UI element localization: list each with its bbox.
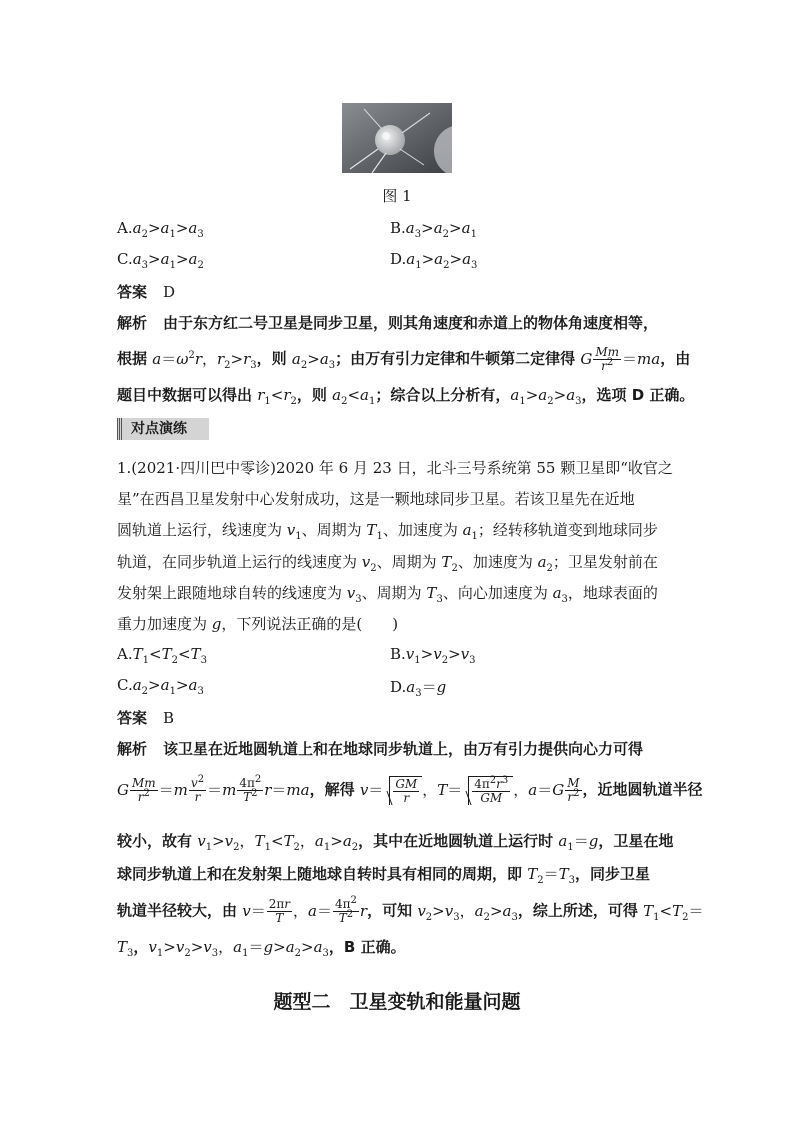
q1-analysis-line-2: G $\frac{Mm}{r^2}$ ＝m $\frac{v^2}{r}$ ＝m $\frac{4\pi^2}{T^2}$ r＝ma，解得 v＝ $\frac{GM}{r}$ ，T＝ $\frac{4\pi^2r^3}{GM}$ ，a＝G $\frac{M}{r^2}$ ，近地圆轨道半径 bbox=[117, 774, 703, 806]
question-line-1: 1.(2021·四川巴中零诊)2020 年 6 月 23 日，北斗三号系统第 55 颗卫星即“收官之 bbox=[117, 459, 673, 477]
q1-option-a: $A.T_1<T_2<T_3$ bbox=[117, 645, 207, 666]
q1-option-row-ab bbox=[117, 645, 476, 666]
satellite-icon bbox=[342, 103, 452, 173]
practice-badge: 对点演练 bbox=[117, 418, 209, 440]
option-c: $C.a_3>a_1>a_2$ bbox=[117, 250, 204, 271]
q1-answer-line: 答案 B bbox=[117, 709, 175, 727]
option-row-cd bbox=[117, 250, 478, 271]
option-a: $A.a_2>a_1>a_3$ bbox=[117, 219, 204, 240]
question-line-5: 发射架上跟随地球自转的线速度为 $v_3$、周期为 $T_3$、向心加速度为 $a_3$，地球表面的 bbox=[117, 584, 658, 605]
answer-value: D bbox=[163, 283, 176, 301]
question-line-2: 星”在西昌卫星发射中心发射成功，这是一颗地球同步卫星。若该卫星先在近地 bbox=[117, 490, 635, 508]
q1-option-row-cd bbox=[117, 676, 447, 699]
question-line-6: 重力加速度为 g，下列说法正确的是( ) bbox=[117, 615, 399, 633]
q1-option-c: $C.a_2>a_1>a_3$ bbox=[117, 676, 204, 697]
question-line-4: 轨道，在同步轨道上运行的线速度为 $v_2$、周期为 $T_2$、加速度为 $a_2$；卫星发射前在 bbox=[117, 553, 658, 574]
option-row-ab bbox=[117, 219, 477, 240]
q1-analysis-line-4: 球同步轨道上和在发射架上随地球自转时具有相同的周期，即 $T_2=T_3$，同步卫星 bbox=[117, 865, 651, 886]
section-title: 题型二 卫星变轨和能量问题 bbox=[273, 991, 521, 1013]
q1-analysis-line-6: $T_3$，$v_1>v_2>v_3$，$a_1=g>a_2>a_3$，B 正确。 bbox=[117, 938, 406, 959]
badge-stripe bbox=[117, 418, 123, 440]
analysis-line-3: 题目中数据可以得出 $r_1<r_2$，则 $a_2<a_1$；综合以上分析有，$a_1>a_2>a_3$，选项 D 正确。 bbox=[117, 386, 695, 407]
option-b: $B.a_3>a_2>a_1$ bbox=[390, 219, 477, 240]
option-d: $D.a_1>a_2>a_3$ bbox=[390, 250, 478, 271]
q1-analysis-line-1: 解析 该卫星在近地圆轨道上和在地球同步轨道上，由万有引力提供向心力可得 bbox=[117, 740, 644, 758]
figure-caption: 图 1 bbox=[382, 187, 412, 205]
analysis-line-2: 根据 $a=\omega^2r$，$r_2>r_3$，则 $a_2>a_3$；由万有引力定律和牛顿第二定律得 G $\frac{Mm}{r^2}$ ＝ma，由 bbox=[117, 345, 691, 374]
q1-analysis-line-3: 较小，故有 $v_1>v_2$，$T_1<T_2$，$a_1>a_2$，其中在近地圆轨道上运行时 $a_1=g$，卫星在地 bbox=[117, 832, 674, 853]
analysis-line-1: 解析 由于东方红二号卫星是同步卫星，则其角速度和赤道上的物体角速度相等， bbox=[117, 314, 659, 332]
q1-answer-value: B bbox=[163, 709, 175, 727]
q1-option-b: $B.v_1>v_2>v_3$ bbox=[390, 645, 476, 666]
q1-option-d: $D.a_3=g$ bbox=[390, 678, 447, 699]
satellite-figure bbox=[342, 103, 452, 173]
answer-line: 答案 D bbox=[117, 283, 176, 301]
question-line-3: 圆轨道上运行，线速度为 $v_1$、周期为 $T_1$、加速度为 $a_1$；经转移轨道变到地球同步 bbox=[117, 521, 658, 542]
q1-analysis-line-5: 轨道半径较大，由 v＝ $\frac{2\pi r}{T}$ ，a＝ $\frac{4\pi^2}{T^2}$ r，可知 $v_2>v_3$，$a_2>a_3$，综上所述，可得 $T_1<T_2=$ bbox=[117, 895, 704, 926]
